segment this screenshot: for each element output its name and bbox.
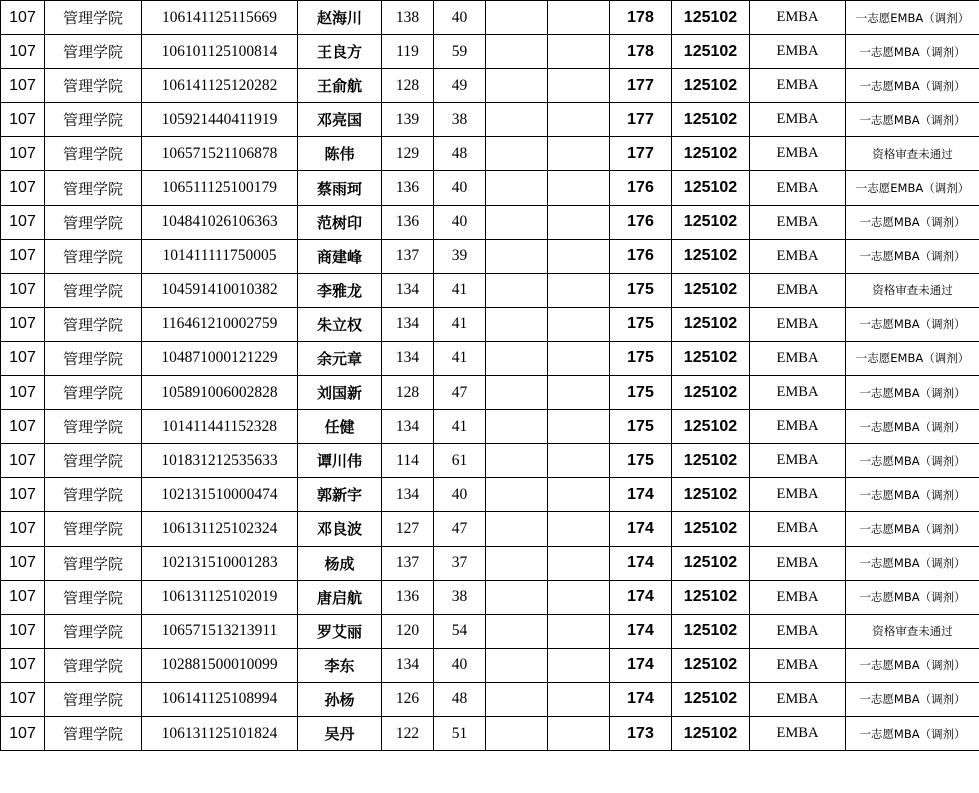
table-row [1, 478, 979, 512]
cell-program: EMBA [750, 580, 846, 614]
cell-code: 107 [1, 444, 45, 478]
cell-score3 [486, 682, 548, 716]
table-row [1, 546, 979, 580]
cell-program: EMBA [750, 546, 846, 580]
cell-exam-id: 106131125102019 [142, 580, 298, 614]
cell-program: EMBA [750, 35, 846, 69]
cell-remark: 一志愿MBA（调剂） [846, 103, 979, 137]
cell-name: 蔡雨珂 [298, 171, 382, 205]
cell-major-code: 125102 [672, 171, 750, 205]
cell-score4 [548, 512, 610, 546]
cell-name: 邓良波 [298, 512, 382, 546]
cell-remark: 一志愿MBA（调剂） [846, 410, 979, 444]
cell-score4 [548, 103, 610, 137]
cell-total: 175 [610, 307, 672, 341]
cell-program: EMBA [750, 478, 846, 512]
cell-name: 吴丹 [298, 716, 382, 750]
cell-major-code: 125102 [672, 205, 750, 239]
cell-exam-id: 105891006002828 [142, 376, 298, 410]
cell-code: 107 [1, 376, 45, 410]
cell-score2: 40 [434, 171, 486, 205]
cell-score3 [486, 546, 548, 580]
cell-major-code: 125102 [672, 716, 750, 750]
cell-remark: 一志愿MBA（调剂） [846, 512, 979, 546]
cell-exam-id: 106131125102324 [142, 512, 298, 546]
cell-score3 [486, 205, 548, 239]
cell-score4 [548, 35, 610, 69]
cell-code: 107 [1, 103, 45, 137]
cell-code: 107 [1, 614, 45, 648]
cell-program: EMBA [750, 512, 846, 546]
cell-score4 [548, 648, 610, 682]
cell-name: 郭新宇 [298, 478, 382, 512]
cell-name: 王俞航 [298, 69, 382, 103]
cell-total: 174 [610, 478, 672, 512]
cell-code: 107 [1, 716, 45, 750]
cell-major-code: 125102 [672, 614, 750, 648]
cell-score3 [486, 341, 548, 375]
cell-score4 [548, 171, 610, 205]
cell-score1: 120 [382, 614, 434, 648]
cell-score1: 136 [382, 205, 434, 239]
cell-exam-id: 105921440411919 [142, 103, 298, 137]
cell-score2: 41 [434, 341, 486, 375]
cell-exam-id: 102131510000474 [142, 478, 298, 512]
table-row [1, 682, 979, 716]
cell-program: EMBA [750, 103, 846, 137]
cell-score4 [548, 546, 610, 580]
cell-program: EMBA [750, 171, 846, 205]
table-row [1, 716, 979, 750]
cell-score2: 40 [434, 478, 486, 512]
cell-total: 175 [610, 273, 672, 307]
cell-exam-id: 106141125108994 [142, 682, 298, 716]
cell-score4 [548, 69, 610, 103]
cell-code: 107 [1, 239, 45, 273]
cell-college: 管理学院 [45, 682, 142, 716]
cell-name: 陈伟 [298, 137, 382, 171]
cell-exam-id: 104841026106363 [142, 205, 298, 239]
cell-name: 余元章 [298, 341, 382, 375]
cell-major-code: 125102 [672, 682, 750, 716]
cell-score2: 48 [434, 137, 486, 171]
cell-remark: 一志愿EMBA（调剂） [846, 171, 979, 205]
cell-total: 177 [610, 103, 672, 137]
cell-remark: 一志愿MBA（调剂） [846, 69, 979, 103]
cell-score2: 59 [434, 35, 486, 69]
table-row [1, 580, 979, 614]
cell-major-code: 125102 [672, 376, 750, 410]
cell-score2: 39 [434, 239, 486, 273]
cell-name: 谭川伟 [298, 444, 382, 478]
cell-total: 175 [610, 341, 672, 375]
cell-remark: 资格审查未通过 [846, 137, 979, 171]
cell-remark: 一志愿MBA（调剂） [846, 682, 979, 716]
cell-code: 107 [1, 341, 45, 375]
cell-name: 李雅龙 [298, 273, 382, 307]
cell-code: 107 [1, 137, 45, 171]
cell-score4 [548, 716, 610, 750]
cell-college: 管理学院 [45, 307, 142, 341]
cell-college: 管理学院 [45, 239, 142, 273]
cell-score1: 134 [382, 273, 434, 307]
cell-major-code: 125102 [672, 103, 750, 137]
cell-score3 [486, 1, 548, 35]
cell-score1: 126 [382, 682, 434, 716]
cell-college: 管理学院 [45, 648, 142, 682]
cell-exam-id: 106571521106878 [142, 137, 298, 171]
cell-score3 [486, 648, 548, 682]
cell-score4 [548, 273, 610, 307]
cell-major-code: 125102 [672, 273, 750, 307]
cell-score1: 139 [382, 103, 434, 137]
cell-score1: 138 [382, 1, 434, 35]
cell-college: 管理学院 [45, 716, 142, 750]
cell-score2: 40 [434, 1, 486, 35]
cell-major-code: 125102 [672, 444, 750, 478]
cell-remark: 一志愿MBA（调剂） [846, 716, 979, 750]
cell-major-code: 125102 [672, 648, 750, 682]
cell-college: 管理学院 [45, 205, 142, 239]
cell-total: 176 [610, 205, 672, 239]
cell-total: 173 [610, 716, 672, 750]
table-row [1, 512, 979, 546]
cell-score1: 136 [382, 580, 434, 614]
cell-name: 朱立权 [298, 307, 382, 341]
cell-code: 107 [1, 307, 45, 341]
cell-major-code: 125102 [672, 307, 750, 341]
cell-score1: 137 [382, 239, 434, 273]
cell-total: 176 [610, 239, 672, 273]
cell-score3 [486, 410, 548, 444]
cell-score2: 38 [434, 580, 486, 614]
cell-score4 [548, 444, 610, 478]
cell-score1: 136 [382, 171, 434, 205]
cell-score2: 40 [434, 648, 486, 682]
cell-name: 王良方 [298, 35, 382, 69]
cell-program: EMBA [750, 307, 846, 341]
cell-code: 107 [1, 478, 45, 512]
cell-college: 管理学院 [45, 376, 142, 410]
cell-score1: 114 [382, 444, 434, 478]
cell-score4 [548, 614, 610, 648]
cell-code: 107 [1, 205, 45, 239]
cell-total: 175 [610, 444, 672, 478]
cell-college: 管理学院 [45, 103, 142, 137]
cell-score4 [548, 137, 610, 171]
cell-remark: 一志愿MBA（调剂） [846, 205, 979, 239]
cell-program: EMBA [750, 716, 846, 750]
cell-major-code: 125102 [672, 341, 750, 375]
cell-score2: 37 [434, 546, 486, 580]
cell-score2: 41 [434, 273, 486, 307]
cell-total: 174 [610, 614, 672, 648]
cell-college: 管理学院 [45, 444, 142, 478]
cell-score4 [548, 478, 610, 512]
cell-college: 管理学院 [45, 171, 142, 205]
cell-score4 [548, 580, 610, 614]
cell-exam-id: 116461210002759 [142, 307, 298, 341]
cell-program: EMBA [750, 648, 846, 682]
cell-major-code: 125102 [672, 137, 750, 171]
cell-score1: 122 [382, 716, 434, 750]
table-row [1, 205, 979, 239]
table-row [1, 648, 979, 682]
cell-total: 175 [610, 376, 672, 410]
cell-score1: 134 [382, 341, 434, 375]
cell-name: 刘国新 [298, 376, 382, 410]
cell-name: 孙杨 [298, 682, 382, 716]
cell-score1: 119 [382, 35, 434, 69]
cell-code: 107 [1, 273, 45, 307]
cell-total: 175 [610, 410, 672, 444]
cell-program: EMBA [750, 1, 846, 35]
cell-remark: 一志愿MBA（调剂） [846, 478, 979, 512]
cell-score1: 134 [382, 410, 434, 444]
cell-score4 [548, 239, 610, 273]
cell-score3 [486, 478, 548, 512]
cell-score1: 134 [382, 478, 434, 512]
cell-major-code: 125102 [672, 580, 750, 614]
cell-score2: 40 [434, 205, 486, 239]
cell-remark: 一志愿MBA（调剂） [846, 239, 979, 273]
cell-code: 107 [1, 69, 45, 103]
cell-score3 [486, 614, 548, 648]
cell-total: 178 [610, 35, 672, 69]
cell-college: 管理学院 [45, 512, 142, 546]
cell-score1: 128 [382, 69, 434, 103]
table-row [1, 341, 979, 375]
table-row [1, 273, 979, 307]
cell-exam-id: 106571513213911 [142, 614, 298, 648]
cell-code: 107 [1, 512, 45, 546]
cell-name: 赵海川 [298, 1, 382, 35]
cell-score2: 41 [434, 307, 486, 341]
table-row [1, 376, 979, 410]
cell-program: EMBA [750, 682, 846, 716]
cell-program: EMBA [750, 376, 846, 410]
cell-remark: 一志愿MBA（调剂） [846, 648, 979, 682]
cell-score3 [486, 444, 548, 478]
cell-total: 174 [610, 546, 672, 580]
cell-score4 [548, 376, 610, 410]
cell-name: 任健 [298, 410, 382, 444]
cell-code: 107 [1, 35, 45, 69]
cell-major-code: 125102 [672, 239, 750, 273]
cell-exam-id: 106131125101824 [142, 716, 298, 750]
cell-college: 管理学院 [45, 137, 142, 171]
table-row [1, 1, 979, 35]
cell-college: 管理学院 [45, 580, 142, 614]
cell-score3 [486, 35, 548, 69]
cell-name: 邓亮国 [298, 103, 382, 137]
cell-score3 [486, 137, 548, 171]
cell-major-code: 125102 [672, 1, 750, 35]
cell-name: 商建峰 [298, 239, 382, 273]
cell-score3 [486, 716, 548, 750]
cell-score2: 41 [434, 410, 486, 444]
cell-score4 [548, 1, 610, 35]
cell-program: EMBA [750, 273, 846, 307]
cell-score1: 127 [382, 512, 434, 546]
cell-score2: 61 [434, 444, 486, 478]
cell-college: 管理学院 [45, 1, 142, 35]
table-row [1, 614, 979, 648]
cell-score2: 49 [434, 69, 486, 103]
cell-college: 管理学院 [45, 546, 142, 580]
cell-score2: 47 [434, 512, 486, 546]
table-row [1, 410, 979, 444]
cell-exam-id: 106511125100179 [142, 171, 298, 205]
cell-major-code: 125102 [672, 35, 750, 69]
cell-college: 管理学院 [45, 69, 142, 103]
cell-score1: 129 [382, 137, 434, 171]
cell-remark: 资格审查未通过 [846, 273, 979, 307]
cell-program: EMBA [750, 239, 846, 273]
cell-college: 管理学院 [45, 35, 142, 69]
table-row [1, 35, 979, 69]
cell-code: 107 [1, 410, 45, 444]
cell-name: 杨成 [298, 546, 382, 580]
cell-program: EMBA [750, 410, 846, 444]
cell-college: 管理学院 [45, 341, 142, 375]
cell-code: 107 [1, 1, 45, 35]
table-row [1, 307, 979, 341]
cell-program: EMBA [750, 205, 846, 239]
cell-college: 管理学院 [45, 478, 142, 512]
cell-total: 178 [610, 1, 672, 35]
cell-score4 [548, 682, 610, 716]
cell-score4 [548, 410, 610, 444]
cell-program: EMBA [750, 614, 846, 648]
cell-score1: 134 [382, 307, 434, 341]
cell-exam-id: 106141125120282 [142, 69, 298, 103]
cell-total: 177 [610, 69, 672, 103]
cell-college: 管理学院 [45, 273, 142, 307]
table-row [1, 239, 979, 273]
cell-remark: 一志愿MBA（调剂） [846, 35, 979, 69]
cell-exam-id: 106141125115669 [142, 1, 298, 35]
cell-exam-id: 104871000121229 [142, 341, 298, 375]
cell-program: EMBA [750, 444, 846, 478]
cell-total: 174 [610, 512, 672, 546]
cell-score2: 54 [434, 614, 486, 648]
cell-exam-id: 101411111750005 [142, 239, 298, 273]
cell-major-code: 125102 [672, 69, 750, 103]
cell-code: 107 [1, 580, 45, 614]
cell-exam-id: 102131510001283 [142, 546, 298, 580]
cell-program: EMBA [750, 137, 846, 171]
cell-score3 [486, 239, 548, 273]
cell-exam-id: 101411441152328 [142, 410, 298, 444]
table-row [1, 103, 979, 137]
cell-remark: 一志愿MBA（调剂） [846, 580, 979, 614]
cell-major-code: 125102 [672, 512, 750, 546]
cell-remark: 一志愿MBA（调剂） [846, 307, 979, 341]
cell-score3 [486, 376, 548, 410]
cell-remark: 一志愿MBA（调剂） [846, 376, 979, 410]
cell-score3 [486, 69, 548, 103]
cell-score2: 47 [434, 376, 486, 410]
cell-major-code: 125102 [672, 478, 750, 512]
cell-score4 [548, 205, 610, 239]
cell-remark: 一志愿MBA（调剂） [846, 444, 979, 478]
cell-code: 107 [1, 648, 45, 682]
cell-code: 107 [1, 682, 45, 716]
cell-remark: 一志愿EMBA（调剂） [846, 1, 979, 35]
cell-score3 [486, 580, 548, 614]
cell-score1: 137 [382, 546, 434, 580]
cell-remark: 资格审查未通过 [846, 614, 979, 648]
cell-program: EMBA [750, 69, 846, 103]
cell-score3 [486, 103, 548, 137]
cell-score2: 51 [434, 716, 486, 750]
cell-major-code: 125102 [672, 410, 750, 444]
cell-remark: 一志愿EMBA（调剂） [846, 341, 979, 375]
cell-total: 176 [610, 171, 672, 205]
cell-score2: 38 [434, 103, 486, 137]
table-body [1, 1, 979, 751]
cell-total: 174 [610, 648, 672, 682]
cell-score3 [486, 512, 548, 546]
cell-name: 李东 [298, 648, 382, 682]
cell-name: 罗艾丽 [298, 614, 382, 648]
cell-exam-id: 106101125100814 [142, 35, 298, 69]
cell-college: 管理学院 [45, 614, 142, 648]
cell-score1: 128 [382, 376, 434, 410]
cell-exam-id: 101831212535633 [142, 444, 298, 478]
cell-score2: 48 [434, 682, 486, 716]
cell-remark: 一志愿MBA（调剂） [846, 546, 979, 580]
table-row [1, 69, 979, 103]
cell-total: 177 [610, 137, 672, 171]
cell-code: 107 [1, 546, 45, 580]
table-row [1, 137, 979, 171]
cell-score3 [486, 307, 548, 341]
cell-program: EMBA [750, 341, 846, 375]
table-row [1, 171, 979, 205]
cell-exam-id: 102881500010099 [142, 648, 298, 682]
cell-name: 范树印 [298, 205, 382, 239]
cell-exam-id: 104591410010382 [142, 273, 298, 307]
cell-score1: 134 [382, 648, 434, 682]
cell-college: 管理学院 [45, 410, 142, 444]
cell-score4 [548, 307, 610, 341]
cell-major-code: 125102 [672, 546, 750, 580]
cell-score3 [486, 273, 548, 307]
cell-total: 174 [610, 682, 672, 716]
cell-name: 唐启航 [298, 580, 382, 614]
cell-score3 [486, 171, 548, 205]
cell-total: 174 [610, 580, 672, 614]
cell-code: 107 [1, 171, 45, 205]
cell-score4 [548, 341, 610, 375]
table-row [1, 444, 979, 478]
